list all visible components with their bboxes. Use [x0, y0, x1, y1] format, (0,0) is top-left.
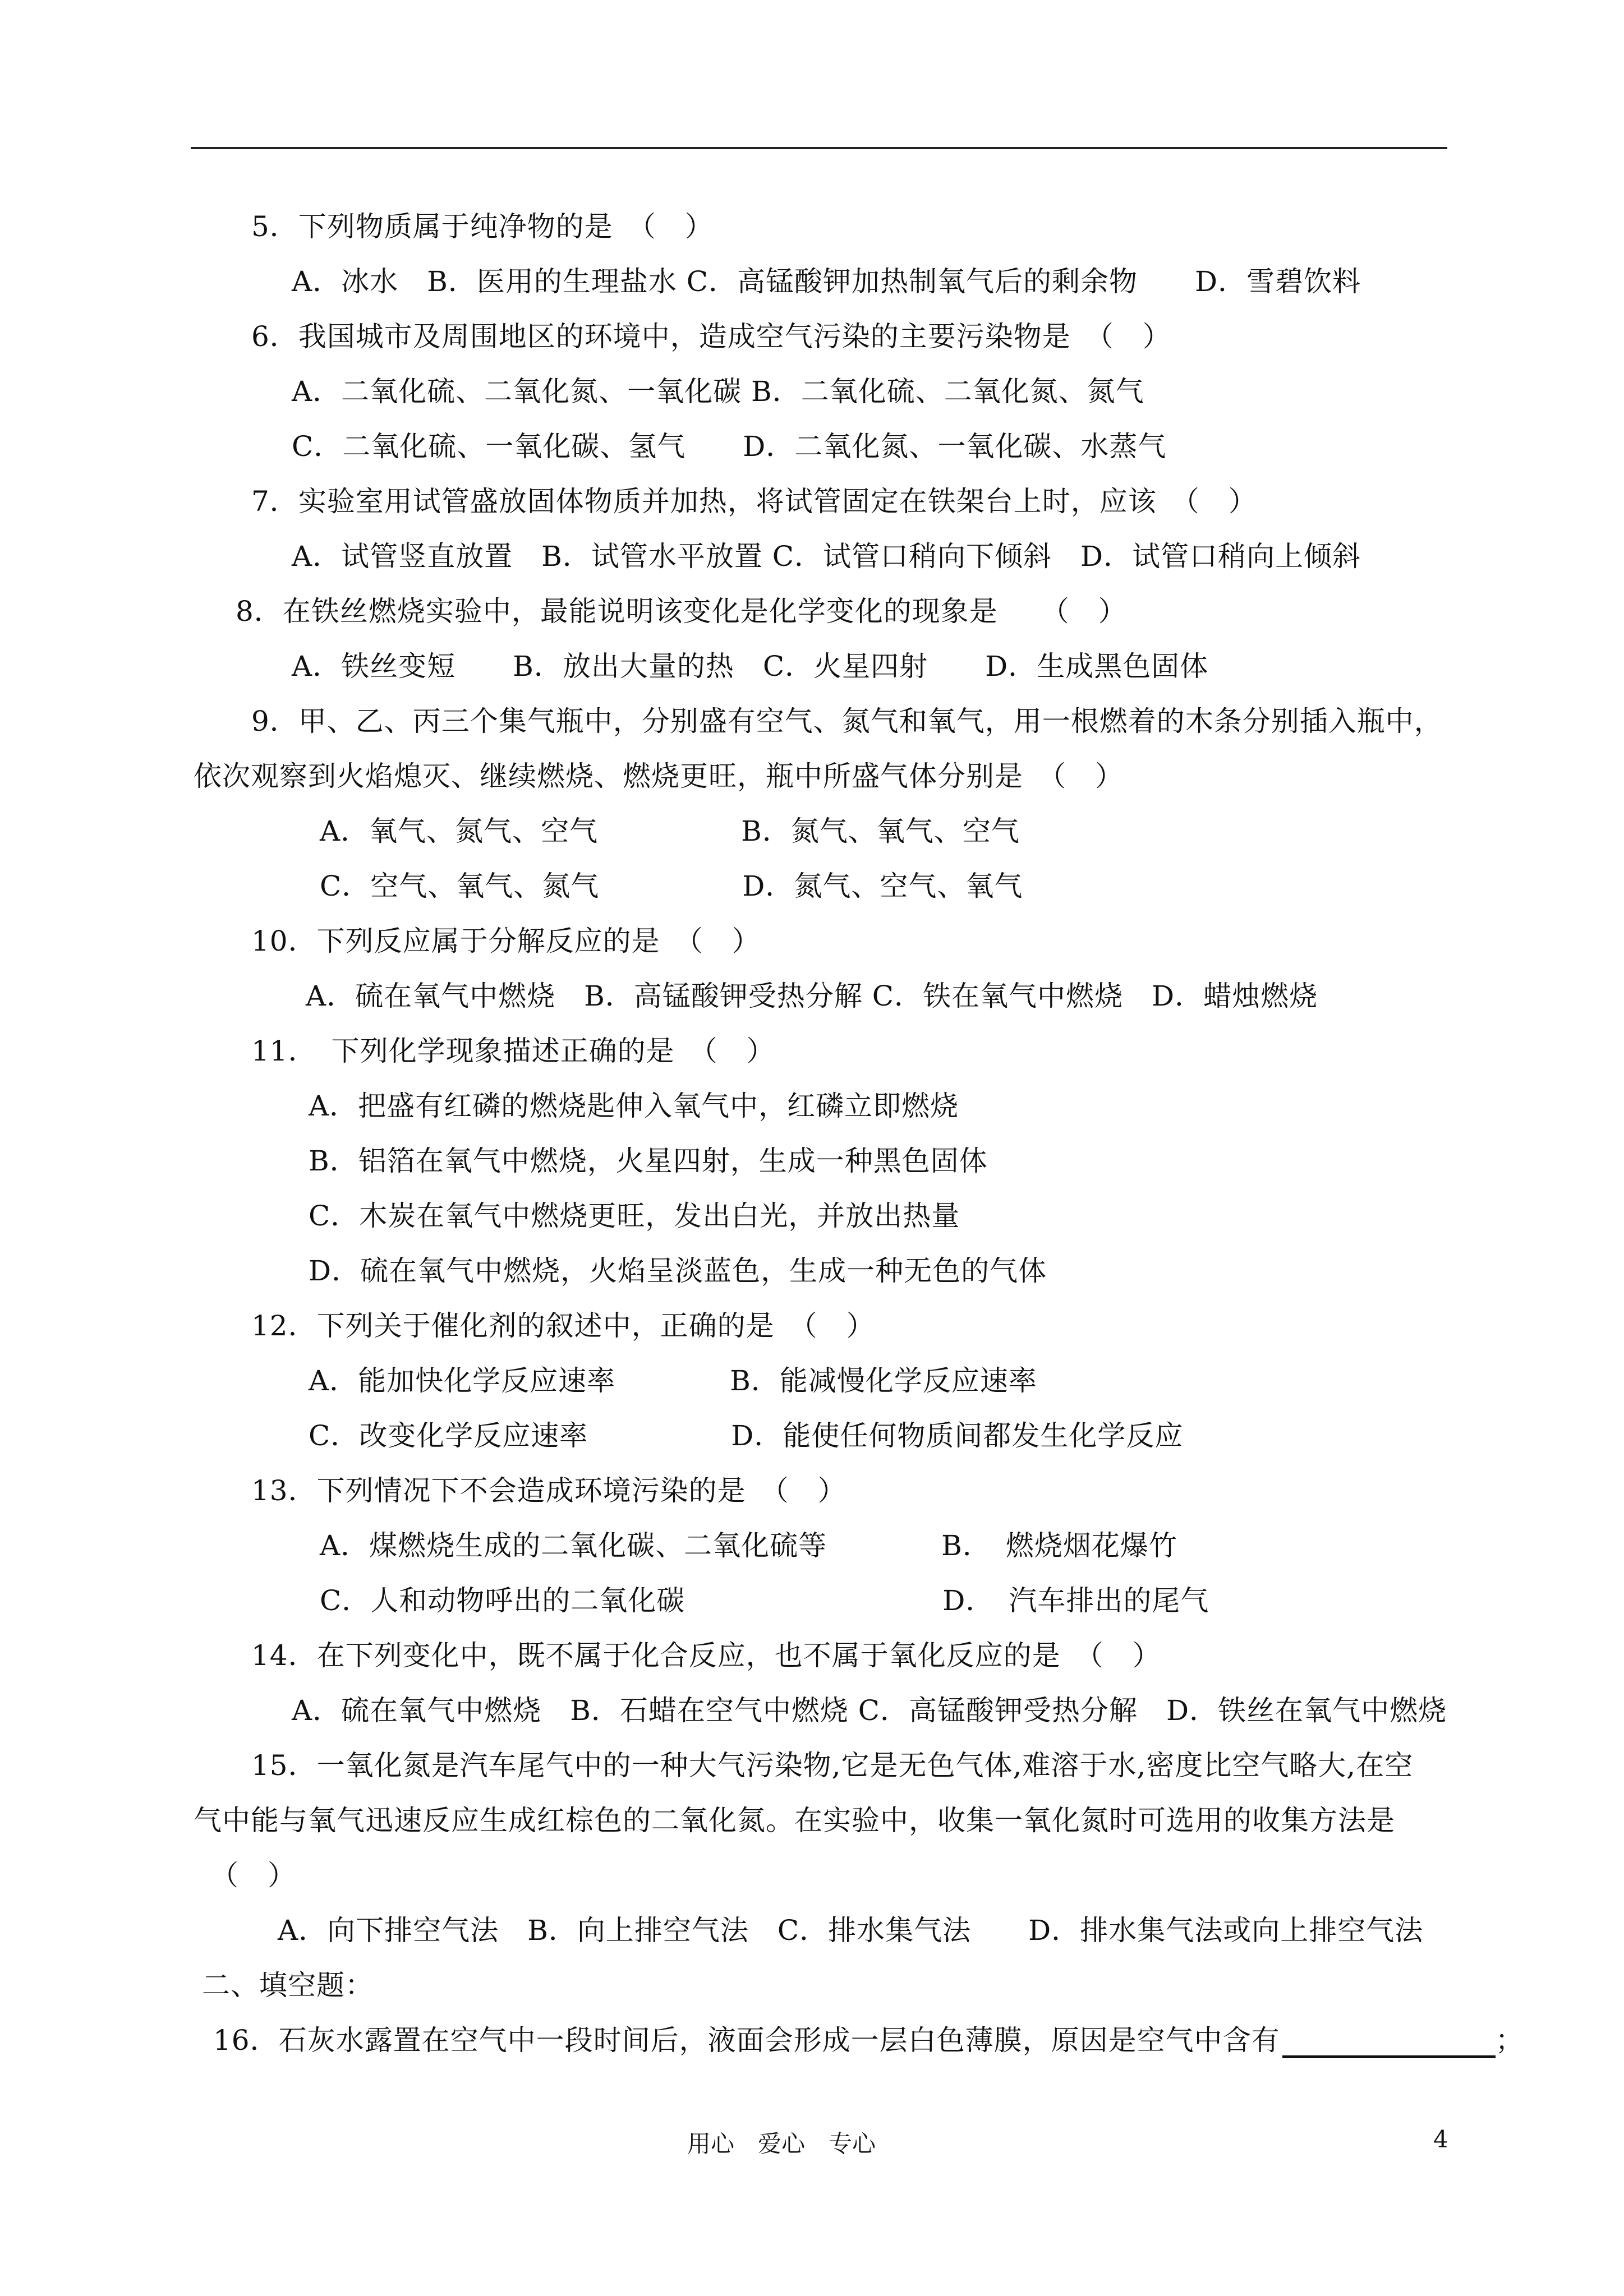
question-7-options: A．试管竖直放置 B．试管水平放置 C．试管口稍向下倾斜 D．试管口稍向上倾斜	[292, 540, 1361, 573]
question-9: 9．甲、乙、丙三个集气瓶中，分别盛有空气、氮气和氧气，用一根燃着的木条分别插入瓶中，	[251, 705, 1443, 737]
question-11-option-c: C．木炭在氧气中燃烧更旺，发出白光，并放出热量	[309, 1200, 960, 1232]
question-16-end: ；	[1495, 2024, 1524, 2057]
question-9-continued: 依次观察到火焰熄灭、继续燃烧、燃烧更旺，瓶中所盛气体分别是 （ ）	[194, 760, 1124, 792]
page-footer: 用心 爱心 专心	[687, 2130, 876, 2157]
header-rule	[191, 147, 1447, 149]
question-11: 11． 下列化学现象描述正确的是 （ ）	[251, 1035, 775, 1067]
question-13-options-ab: A．煤燃烧生成的二氧化碳、二氧化硫等 B． 燃烧烟花爆竹	[320, 1529, 1177, 1562]
question-13: 13．下列情况下不会造成环境污染的是 （ ）	[251, 1474, 846, 1507]
question-15-options: A．向下排空气法 B．向上排空气法 C．排水集气法 D．排水集气法或向上排空气法	[278, 1914, 1424, 1947]
question-14: 14．在下列变化中，既不属于化合反应，也不属于氧化反应的是 （ ）	[251, 1639, 1161, 1672]
question-6-options-cd: C．二氧化硫、一氧化碳、氢气 D．二氧化氮、一氧化碳、水蒸气	[292, 430, 1167, 463]
question-11-option-b: B．铝箔在氧气中燃烧，火星四射，生成一种黑色固体	[309, 1145, 988, 1177]
question-5-options: A．冰水 B．医用的生理盐水 C．高锰酸钾加热制氧气后的剩余物 D．雪碧饮料	[292, 265, 1361, 298]
question-5: 5．下列物质属于纯净物的是 （ ）	[251, 210, 714, 243]
question-10-options: A．硫在氧气中燃烧 B．高锰酸钾受热分解 C．铁在氧气中燃烧 D．蜡烛燃烧	[306, 980, 1318, 1012]
question-13-options-cd: C．人和动物呼出的二氧化碳 D． 汽车排出的尾气	[320, 1584, 1209, 1617]
question-11-option-d: D．硫在氧气中燃烧，火焰呈淡蓝色，生成一种无色的气体	[309, 1255, 1047, 1287]
question-9-options-ab: A．氧气、氮气、空气 B．氮气、氧气、空气	[320, 815, 1020, 847]
page-number: 4	[1433, 2126, 1448, 2153]
question-6-options-ab: A．二氧化硫、二氧化氮、一氧化碳 B．二氧化硫、二氧化氮、氮气	[292, 375, 1144, 408]
answer-blank[interactable]	[1282, 2028, 1496, 2058]
question-6: 6．我国城市及周围地区的环境中，造成空气污染的主要污染物是 （ ）	[251, 320, 1171, 353]
question-9-options-cd: C．空气、氧气、氮气 D．氮气、空气、氧气	[320, 870, 1023, 902]
question-11-option-a: A．把盛有红磷的燃烧匙伸入氧气中，红磷立即燃烧	[309, 1090, 959, 1122]
question-15: 15．一氧化氮是汽车尾气中的一种大气污染物,它是无色气体,难溶于水,密度比空气略大,在空	[251, 1749, 1414, 1782]
question-12-options-ab: A．能加快化学反应速率 B．能减慢化学反应速率	[309, 1364, 1037, 1397]
question-16-text: 16．石灰水露置在空气中一段时间后，液面会形成一层白色薄膜，原因是空气中含有	[213, 2024, 1280, 2057]
section-heading-fill-in: 二、填空题：	[202, 1969, 374, 2002]
question-15-continued: 气中能与氧气迅速反应生成红棕色的二氧化氮。在实验中，收集一氧化氮时可选用的收集方法是	[194, 1804, 1395, 1837]
question-12: 12．下列关于催化剂的叙述中，正确的是 （ ）	[251, 1310, 875, 1342]
question-7: 7．实验室用试管盛放固体物质并加热，将试管固定在铁架台上时，应该 （ ）	[251, 485, 1257, 518]
question-16	[213, 2022, 1524, 2058]
question-14-options: A．硫在氧气中燃烧 B．石蜡在空气中燃烧 C．高锰酸钾受热分解 D．铁丝在氧气中燃烧	[292, 1694, 1447, 1727]
question-10: 10．下列反应属于分解反应的是 （ ）	[251, 925, 761, 957]
question-8-options: A．铁丝变短 B．放出大量的热 C．火星四射 D．生成黑色固体	[292, 650, 1209, 683]
question-15-answer-paren: （ ）	[210, 1859, 296, 1892]
question-8: 8．在铁丝燃烧实验中，最能说明该变化是化学变化的现象是 （ ）	[236, 595, 1127, 628]
question-12-options-cd: C．改变化学反应速率 D．能使任何物质间都发生化学反应	[309, 1419, 1184, 1452]
